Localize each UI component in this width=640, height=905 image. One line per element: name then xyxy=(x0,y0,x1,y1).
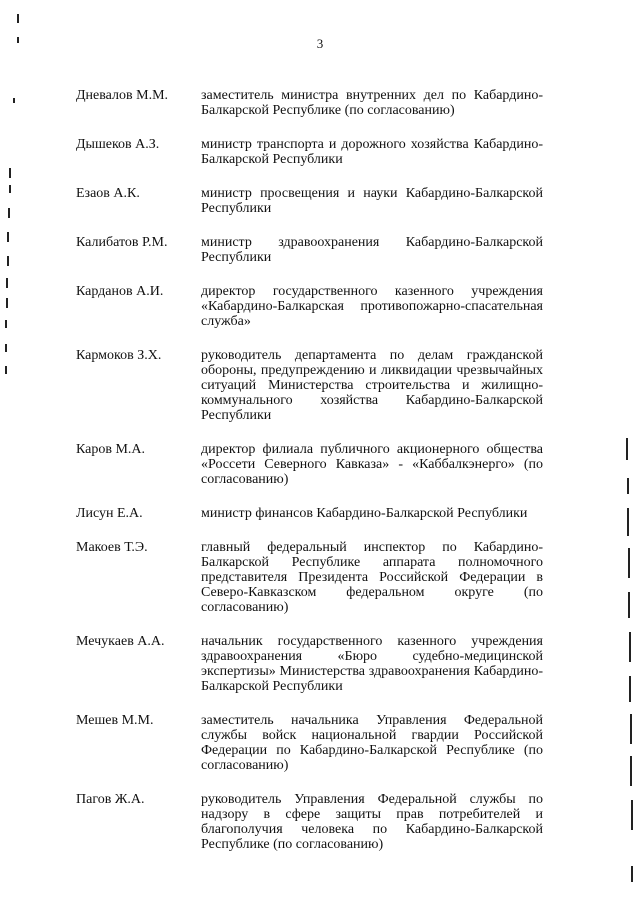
list-item xyxy=(0,235,640,265)
member-position: руководитель Управления Федеральной службы по надзору в сфере защиты прав потребителей и благополучия человека по Кабардино-Балкарской Республике (по согласованию) xyxy=(201,792,543,852)
scan-mark xyxy=(631,866,633,882)
member-position: министр транспорта и дорожного хозяйства Кабардино-Балкарской Республики xyxy=(201,137,543,167)
member-position: министр финансов Кабардино-Балкарской Республики xyxy=(201,506,528,521)
list-item xyxy=(0,540,640,615)
member-name: Дневалов М.М. xyxy=(76,88,169,103)
list-item xyxy=(0,792,640,852)
member-position: заместитель начальника Управления Федеральной службы войск национальной гвардии Российской Федерации по Кабардино-Балкарской Республике (по согласованию) xyxy=(201,713,543,773)
scan-mark xyxy=(17,14,19,23)
member-position: главный федеральный инспектор по Кабардино-Балкарской Республике аппарата полномочного представителя Президента Российской Федерации в Северо-Кавказском федеральном округе (по согласованию) xyxy=(201,540,543,615)
list-item xyxy=(0,713,640,773)
list-item xyxy=(0,634,640,694)
member-name: Пагов Ж.А. xyxy=(76,792,145,807)
member-name: Мечукаев А.А. xyxy=(76,634,165,649)
member-name: Езаов А.К. xyxy=(76,186,140,201)
member-name: Калибатов Р.М. xyxy=(76,235,168,250)
member-position: руководитель департамента по делам гражданской обороны, предупреждению и ликвидации чрезвычайных ситуаций Министерства строительства и жилищно-коммунального хозяйства Кабардино-Балкарской Республики xyxy=(201,348,543,423)
member-list xyxy=(0,88,640,852)
member-name: Каров М.А. xyxy=(76,442,146,457)
list-item xyxy=(0,284,640,329)
list-item xyxy=(0,186,640,216)
member-position: министр здравоохранения Кабардино-Балкарской Республики xyxy=(201,235,543,265)
member-position: директор филиала публичного акционерного общества «Россети Северного Кавказа» - «Каббалкэнерго» (по согласованию) xyxy=(201,442,543,487)
member-name: Кармоков З.Х. xyxy=(76,348,162,363)
member-position: директор государственного казенного учреждения «Кабардино-Балкарская противопожарно-спасательная служба» xyxy=(201,284,543,329)
member-name: Макоев Т.Э. xyxy=(76,540,148,555)
member-position: министр просвещения и науки Кабардино-Балкарской Республики xyxy=(201,186,543,216)
member-name: Лисун Е.А. xyxy=(76,506,143,521)
list-item xyxy=(0,88,640,118)
member-position: начальник государственного казенного учреждения здравоохранения «Бюро судебно-медицинской экспертизы» Министерства здравоохранения Кабардино-Балкарской Республики xyxy=(201,634,543,694)
member-name: Дышеков А.З. xyxy=(76,137,160,152)
member-name: Карданов А.И. xyxy=(76,284,164,299)
list-item xyxy=(0,442,640,487)
list-item xyxy=(0,506,640,521)
list-item xyxy=(0,137,640,167)
page-number: 3 xyxy=(316,36,324,51)
list-item xyxy=(0,348,640,423)
member-position: заместитель министра внутренних дел по Кабардино-Балкарской Республике (по согласованию) xyxy=(201,88,543,118)
member-name: Мешев М.М. xyxy=(76,713,154,728)
